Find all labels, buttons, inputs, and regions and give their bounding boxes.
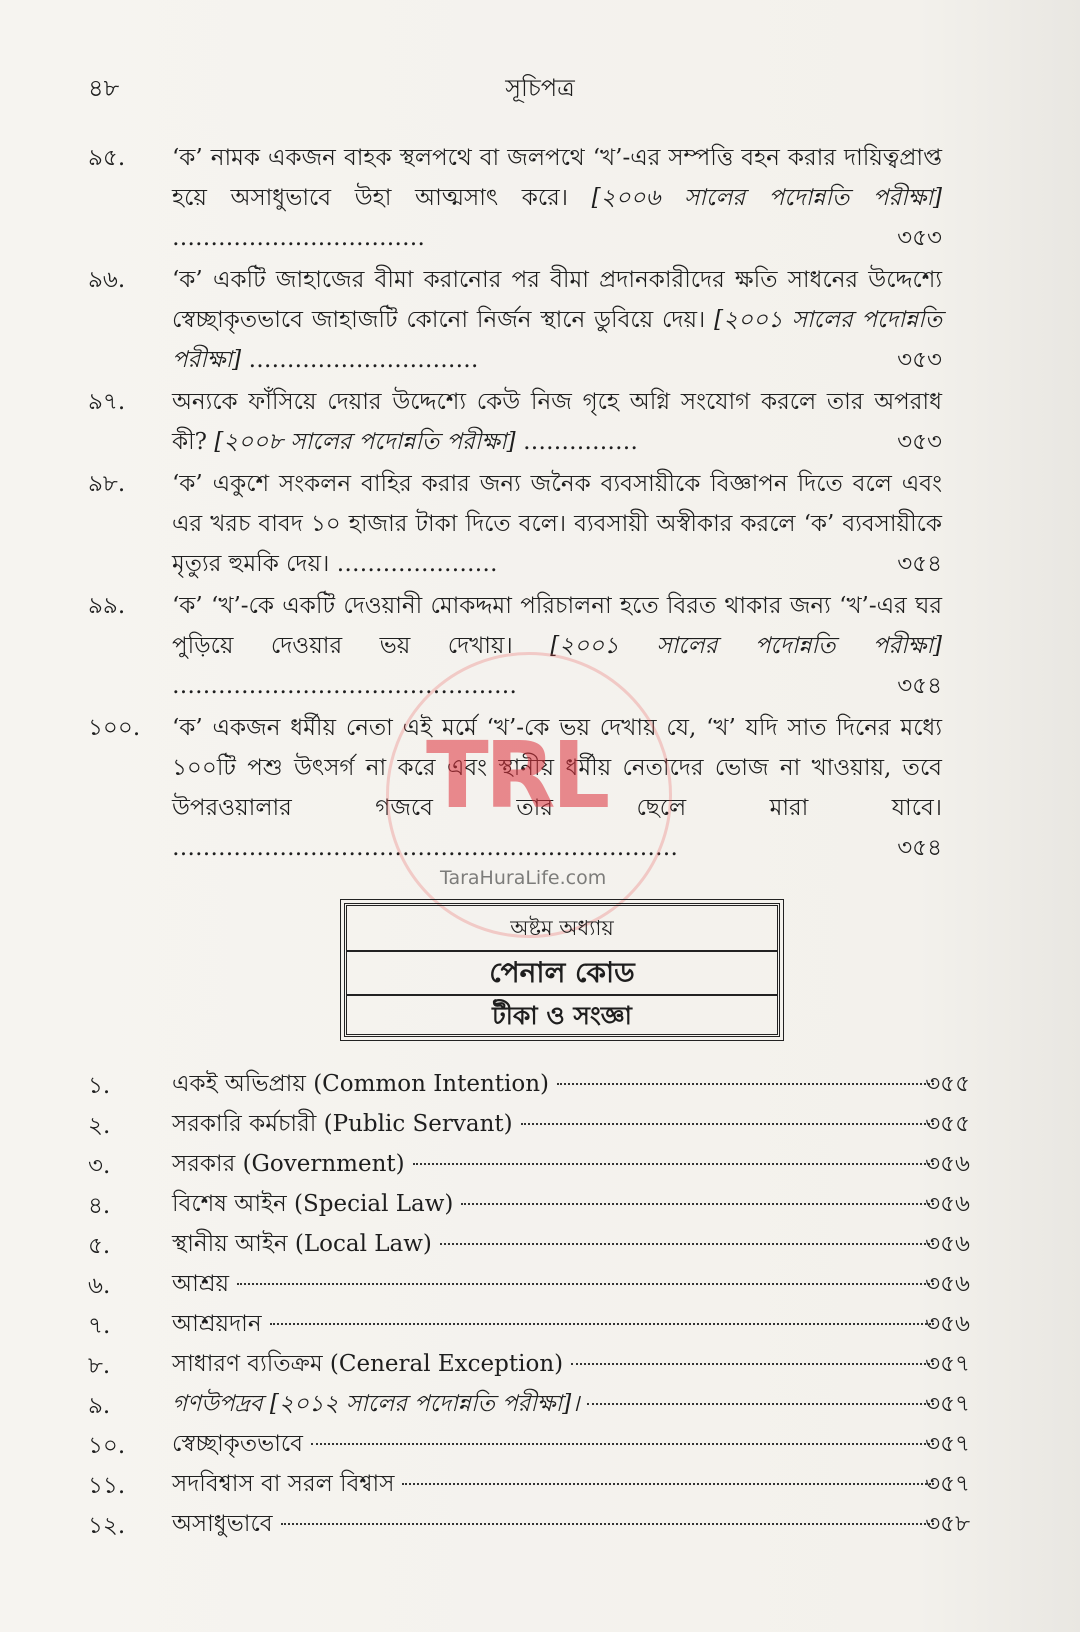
entry-note: [২০০৬ সালের পদোন্নতি পরীক্ষা] <box>591 185 942 211</box>
entry-page: ৩৫৪ <box>897 835 942 861</box>
toc-page: ৩৫৬ <box>925 1311 970 1337</box>
entry-number: ৯৬. <box>88 267 126 293</box>
toc-number: ৮. <box>88 1353 111 1379</box>
dot-leader <box>557 1083 934 1085</box>
toc-number: ৯. <box>88 1393 111 1419</box>
toc-number: ৩. <box>88 1153 111 1179</box>
toc-number: ১১. <box>88 1473 126 1499</box>
entry-text: ‘ক’ নামক একজন বাহক স্থলপথে বা জলপথে ‘খ’-এর সম্পত্তি বহন করার দায়িত্বপ্রাপ্ত হয়ে অসাধুভাবে উহা আত্মসাৎ করে। [২০০৬ সালের পদোন্নতি পরীক্ষা] …………………………… <box>172 145 942 251</box>
entry-page: ৩৫৩ <box>897 347 942 373</box>
toc-page: ৩৫৭ <box>925 1391 970 1417</box>
dot-leader: ………………… <box>336 551 498 577</box>
toc-title: আশ্রয়দান <box>172 1311 262 1337</box>
question-entry <box>0 464 1080 584</box>
dot-leader <box>461 1203 934 1205</box>
toc-row <box>0 1184 1080 1224</box>
entry-number: ১০০. <box>88 715 141 741</box>
toc-title: সরকার (Government) <box>172 1151 405 1177</box>
toc-title: গণউপদ্রব [২০১২ সালের পদোন্নতি পরীক্ষা]। <box>172 1391 580 1417</box>
toc-page: ৩৫৫ <box>925 1111 970 1137</box>
toc-number: ১২. <box>88 1513 126 1539</box>
toc-page: ৩৫৮ <box>925 1511 970 1537</box>
question-entry <box>0 138 1080 258</box>
question-entry <box>0 260 1080 380</box>
question-entry <box>0 586 1080 706</box>
toc-title: বিশেষ আইন (Special Law) <box>172 1191 454 1217</box>
entry-page: ৩৫৩ <box>897 429 942 455</box>
toc-row <box>0 1264 1080 1304</box>
entry-page: ৩৫৩ <box>897 225 942 251</box>
dot-leader: ……………………………………… <box>172 673 517 699</box>
toc-title: স্বেচ্ছাকৃতভাবে <box>172 1431 303 1457</box>
toc-row <box>0 1384 1080 1424</box>
dot-leader <box>571 1363 934 1365</box>
entry-number: ৯৭. <box>88 389 126 415</box>
toc-row <box>0 1144 1080 1184</box>
entry-number: ৯৯. <box>88 593 126 619</box>
entry-number: ৯৮. <box>88 471 126 497</box>
toc-title: সরকারি কর্মচারী (Public Servant) <box>172 1111 513 1137</box>
toc-page: ৩৫৭ <box>925 1351 970 1377</box>
toc-title: অসাধুভাবে <box>172 1511 273 1537</box>
dot-leader <box>311 1443 934 1445</box>
toc-list <box>0 1064 1080 1544</box>
toc-page: ৩৫৬ <box>925 1191 970 1217</box>
entry-note: [২০০১ সালের পদোন্নতি পরীক্ষা] <box>172 307 943 373</box>
toc-number: ৬. <box>88 1273 111 1299</box>
entry-text: ‘ক’ ‘খ’-কে একটি দেওয়ানী মোকদ্দমা পরিচালনা হতে বিরত থাকার জন্য ‘খ’-এর ঘর পুড়িয়ে দেওয়ার ভয় দেখায়। [২০০১ সালের পদোন্নতি পরীক্ষা] ……………………………………… <box>172 593 942 699</box>
toc-number: ৫. <box>88 1233 111 1259</box>
dot-leader: ………………………… <box>248 347 479 373</box>
question-entry <box>0 382 1080 462</box>
dot-leader: …………………………… <box>172 225 425 251</box>
question-entry <box>0 708 1080 868</box>
running-title: সূচিপত্র <box>505 74 575 102</box>
chapter-subtitle: টীকা ও সংজ্ঞা <box>492 1001 632 1030</box>
entry-text: অন্যকে ফাঁসিয়ে দেয়ার উদ্দেশ্যে কেউ নিজ গৃহে অগ্নি সংযোগ করলে তার অপরাধ কী? [২০০৮ সালের পদোন্নতি পরীক্ষা] …………… <box>172 389 942 455</box>
toc-page: ৩৫৫ <box>925 1071 970 1097</box>
toc-page: ৩৫৬ <box>925 1151 970 1177</box>
toc-row <box>0 1504 1080 1544</box>
toc-page: ৩৫৭ <box>925 1431 970 1457</box>
page-header <box>0 62 1080 102</box>
toc-title: সদবিশ্বাস বা সরল বিশ্বাস <box>172 1471 395 1497</box>
toc-title: আশ্রয় <box>172 1271 230 1297</box>
toc-row <box>0 1104 1080 1144</box>
entry-text: ‘ক’ একটি জাহাজের বীমা করানোর পর বীমা প্রদানকারীদের ক্ষতি সাধনের উদ্দেশ্যে স্বেচ্ছাকৃতভাবে জাহাজটি কোনো নির্জন স্থানে ডুবিয়ে দেয়। [২০০১ সালের পদোন্নতি পরীক্ষা] ………………………… <box>172 267 943 373</box>
chapter-title: পেনাল কোড <box>347 952 777 996</box>
dot-leader <box>440 1243 934 1245</box>
dot-leader <box>281 1523 934 1525</box>
toc-row <box>0 1224 1080 1264</box>
toc-title: একই অভিপ্রায় (Common Intention) <box>172 1071 550 1097</box>
entry-number: ৯৫. <box>88 145 126 171</box>
dot-leader <box>587 1403 934 1405</box>
toc-page: ৩৫৭ <box>925 1471 970 1497</box>
toc-page: ৩৫৬ <box>925 1271 970 1297</box>
entry-note: [২০০৮ সালের পদোন্নতি পরীক্ষা] <box>214 429 516 455</box>
watermark-logo: TRL <box>426 722 607 829</box>
toc-row <box>0 1064 1080 1104</box>
toc-page: ৩৫৬ <box>925 1231 970 1257</box>
dot-leader: ………………………………………………………… <box>172 835 678 861</box>
chapter-label: অষ্টম অধ্যায় <box>347 906 777 952</box>
toc-row <box>0 1464 1080 1504</box>
question-list <box>0 138 1080 870</box>
dot-leader <box>270 1323 934 1325</box>
toc-number: ১. <box>88 1073 111 1099</box>
entry-text: ‘ক’ একুশে সংকলন বাহির করার জন্য জনৈক ব্যবসায়ীকে বিজ্ঞাপন দিতে বলে এবং এর খরচ বাবদ ১০ হাজার টাকা দিতে বলে। ব্যবসায়ী অস্বীকার করলে ‘ক’ ব্যবসায়ীকে মৃত্যুর হুমকি দেয়। ………………… <box>172 471 942 577</box>
dot-leader <box>413 1163 934 1165</box>
toc-title: স্থানীয় আইন (Local Law) <box>172 1231 432 1257</box>
entry-note: [২০০১ সালের পদোন্নতি পরীক্ষা] <box>550 633 942 659</box>
toc-number: ২. <box>88 1113 111 1139</box>
dot-leader <box>237 1283 934 1285</box>
dot-leader <box>521 1123 934 1125</box>
toc-number: ৪. <box>88 1193 111 1219</box>
toc-number: ১০. <box>88 1433 126 1459</box>
entry-text: ‘ক’ একজন ধর্মীয় নেতা এই মর্মে ‘খ’-কে ভয় দেখায় যে, ‘খ’ যদি সাত দিনের মধ্যে ১০০টি পশু উৎসর্গ না করে এবং স্থানীয় ধর্মীয় নেতাদের ভোজ না খাওয়ায়, তবে উপরওয়ালার গজবে তার ছেলে মারা যাবে। ………………………………………………………… <box>172 715 942 861</box>
toc-row <box>0 1344 1080 1384</box>
toc-row <box>0 1304 1080 1344</box>
toc-title: সাধারণ ব্যতিক্রম (Ceneral Exception) <box>172 1351 564 1377</box>
toc-row <box>0 1424 1080 1464</box>
toc-number: ৭. <box>88 1313 111 1339</box>
entry-page: ৩৫৪ <box>897 673 942 699</box>
watermark-site: TaraHuraLife.com <box>440 867 607 889</box>
dot-leader <box>402 1483 934 1485</box>
chapter-heading-box <box>344 903 780 1037</box>
entry-page: ৩৫৪ <box>897 551 942 577</box>
dot-leader: …………… <box>522 429 638 455</box>
page-number: ৪৮ <box>88 74 120 102</box>
